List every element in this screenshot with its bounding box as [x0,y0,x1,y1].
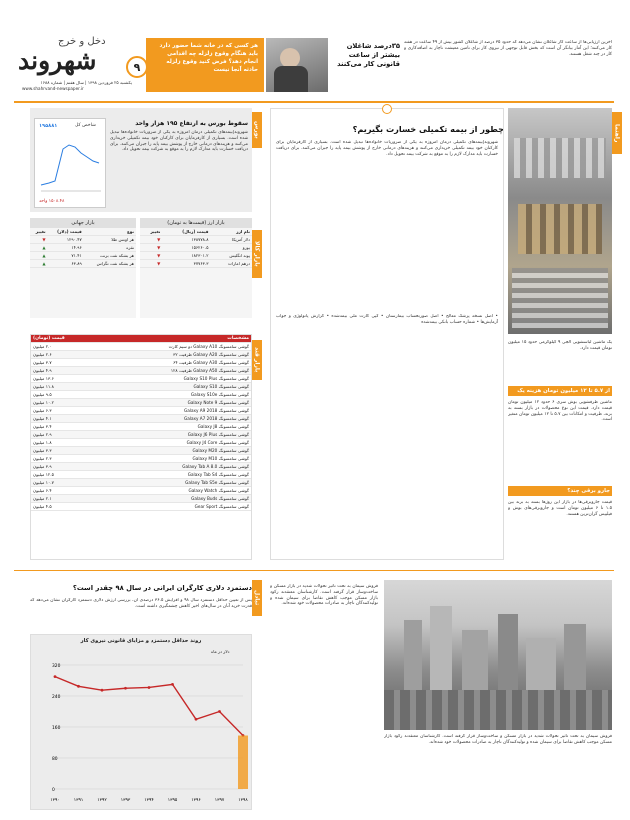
market-exchange-cell: درهم امارات [210,260,252,268]
price-row [31,343,251,351]
market-exchange-cell: ۳۷۷۶۳.۳ [162,260,210,268]
market-exchange-block [140,218,252,318]
price-row [31,391,251,399]
tab-bourse[interactable]: بورس [252,112,262,148]
price-value-cell: ۹.۵ میلیون [31,391,96,399]
price-value-cell: ۳.۳ میلیون [31,447,96,455]
wage-chart [31,657,253,809]
price-value-cell: ۳.۷ میلیون [31,359,96,367]
chart-point [218,710,221,713]
chart-article-body: پس از تعیین حداقل دستمزد سال ۹۸ و افزایش ۳۶.۵ درصدی آن، بررسی ارزش دلاری دستمزد کارگران نشان می‌دهد که قدرت خرید آنان در سال‌های اخیر کاهش چشمگیری داشته است. [30,598,252,609]
market-exchange-title: بازار ارز (قیمت‌ها به تومان) [140,218,252,228]
main-article-body: شهروند|بیمه‌های تکمیلی درمان امروزه به یکی از ضروریات خانواده‌ها تبدیل شده است. بسیاری از کارفرمایان برای کارکنان خود بیمه تکمیلی خریداری می‌کنند و هزینه‌های درمانی خارج از پوشش بیمه پایه را جبران می‌کنند. برای دریافت خسارت باید مدارک لازم را به موقع به شرکت بیمه تحویل داد. [276,140,498,157]
chart-y-tick: 240 [52,695,61,700]
chart-x-tick: ۱۳۹۱ [73,798,84,803]
chart-x-tick: ۱۳۹۲ [97,798,107,803]
market-global-cell: هر بشکه نفت برنت [84,252,136,260]
price-value-cell: ۲.۰ میلیون [31,343,96,351]
market-exchange-cell: ▼ [140,260,162,268]
market-exchange-header: نام ارز [210,228,252,236]
market-exchange-cell: یورو [210,244,252,252]
price-value-cell: ۱۰.۲ میلیون [31,399,96,407]
price-spec-cell: گوشی سامسونگ Galaxy S10 Plus [96,375,251,383]
price-spec-cell: گوشی سامسونگ Galaxy A10 دو سیم کارت [96,343,251,351]
price-value-cell: ۳.۹ میلیون [31,463,96,471]
top-rule [14,101,614,103]
price-spec-cell: گوشی سامسونگ Gear Sport [96,503,251,511]
bourse-change-label: ۱۵۰۸.۴۸ واحد [39,199,65,204]
market-global-cell: ۶۳.۸۹ [48,260,84,268]
price-value-cell: ۳.۴ میلیون [31,423,96,431]
market-exchange-row [140,260,252,268]
price-spec-cell: گوشی سامسونگ Galaxy Note 9 [96,399,251,407]
right-body-2: قیمت جاروبرقی‌ها در بازار این روزها بسته به برند بین ۱.۵ تا ۶ میلیون تومان است و جاروبرقی‌های بوش و فیلیپس گران‌ترین هستند. [508,500,612,517]
bottom-right-body: فروش سیمان به تحت تاثیر تحولات شدید در بازار مسکن و ساخت‌وساز قرار گرفته است. کارشناسان معتقدند رکود بازار مسکن موجب کاهش تقاضا برای سیمان شده و تولیدکنندگان ناچار به صادرات محصولات خود شده‌اند. [384,734,612,745]
market-global-table [30,228,136,268]
masthead-logo-block [18,36,132,92]
price-spec-cell: گوشی سامسونگ Galaxy A50 ظرفیت ۱۲۸ [96,367,251,375]
price-value-cell: ۶.۴ میلیون [31,487,96,495]
price-row [31,399,251,407]
tab-tabadol[interactable]: تبادل [252,580,262,616]
bourse-value-label: ۱۹۵۸۸۱ [39,123,58,129]
market-exchange-cell: ▼ [140,244,162,252]
chart-point [195,718,198,721]
market-global-cell: ▲ [30,260,48,268]
market-global-row [30,260,136,268]
right-photo-column [508,108,612,334]
bourse-block [30,108,252,212]
top-story-headline: ۳۵درصد شاغلان بیشتر از ساعت قانونی کار می‌کنند [337,42,400,68]
market-global-row [30,252,136,260]
price-spec-cell: گوشی سامسونگ Galaxy Tab S5e [96,479,251,487]
price-value-cell: ۱۱.۸ میلیون [31,383,96,391]
chart-x-tick: ۱۳۹۳ [120,798,131,803]
price-col-spec: مشخصات [96,335,251,343]
market-exchange-cell: دلار آمریکا [210,236,252,244]
chart-title: روند حداقل دستمزد و مزایای قانونی نیروی کار [80,638,202,644]
price-spec-cell: گوشی سامسونگ Galaxy Tab A 8.0 [96,463,251,471]
price-spec-cell: گوشی سامسونگ Galaxy Watch [96,487,251,495]
chart-y-tick: 0 [52,788,55,793]
chart-x-tick: ۱۳۹۰ [50,798,60,803]
main-article-title: چطور از بیمه تکمیلی خسارت بگیریم؟ [352,124,504,134]
market-exchange-cell: ▼ [140,252,162,260]
price-value-cell: ۲.۹ میلیون [31,431,96,439]
price-col-price: قیمت (تومان) [31,335,96,343]
price-row [31,423,251,431]
promo-text: هر کسی که در خانه شما حضور دارد باید هنگام وقوع زلزله چه اقدامی انجام دهد؟ فرض کنید وقوع زلزله حادثه آنجا نیست [159,43,258,73]
market-global-block [30,218,136,318]
chart-x-tick: ۱۳۹۶ [191,798,201,803]
price-spec-cell: گوشی سامسونگ Galaxy M20 [96,447,251,455]
bourse-body: شهروند|بیمه‌های تکمیلی درمان امروزه به یکی از ضروریات خانواده‌ها تبدیل شده است. بسیاری از کارفرمایان برای کارکنان خود بیمه تکمیلی خریداری می‌کنند و هزینه‌های درمانی خارج از پوشش بیمه پایه را جبران می‌کنند. برای دریافت خسارت باید مدارک لازم را به موقع به شرکت بیمه تحویل داد. [110,130,248,153]
right-body-1: ماشین ظرفشویی بوش سری ۶ حدود ۱۲ میلیون تومان قیمت دارد. قیمت این نوع محصولات در بازار بسته به برند، ظرفیت و امکانات بین ۵.۷ تا ۱۲ میلیون تومان متغیر است. [508,400,612,423]
price-row [31,495,251,503]
price-row [31,351,251,359]
main-article-emblem [382,104,392,114]
city-photo [384,580,612,730]
price-row [31,479,251,487]
price-spec-cell: گوشی سامسونگ Galaxy A9 2018 [96,407,251,415]
chart-y-tick: 160 [52,726,61,731]
price-spec-cell: گوشی سامسونگ Galaxy Buds [96,495,251,503]
price-spec-cell: گوشی سامسونگ Galaxy M10 [96,455,251,463]
market-global-cell: ▼ [30,236,48,244]
price-value-cell: ۱۲.۵ میلیون [31,471,96,479]
price-row [31,447,251,455]
market-global-header: نوع [84,228,136,236]
price-table-block [30,334,252,560]
price-spec-cell: گوشی سامسونگ Galaxy A20 ظرفیت ۳۲ [96,351,251,359]
top-story-body: آخرین ارزیابی‌ها از ساعت کار شاغلان نشان می‌دهد که حدود ۳۵ درصد از شاغلان کشور بیش از ۴۹ ساعت در هفته کار می‌کنند؛ این آمار بیانگر آن است که بخش قابل توجهی از نیروی کار برای تامین معیشت ناچار به اضافه‌کاری و کار در چند شغل هستند. [404,40,612,57]
chart-point [54,675,57,678]
price-value-cell: ۲.۳ میلیون [31,455,96,463]
chart-x-tick: ۱۳۹۴ [144,798,154,803]
right-caption-top: یک ماشین لباسشویی الجی ۹ کیلوگرمی حدود ۱۵ میلیون تومان قیمت دارد. [508,340,612,351]
market-exchange-header: تغییر [140,228,162,236]
price-spec-cell: گوشی سامسونگ Galaxy A7 2018 [96,415,251,423]
right-subhead-2: جارو برقی چند؟ [508,486,612,496]
price-row [31,463,251,471]
page-number-badge: ۹ [126,56,148,78]
chart-x-tick: ۱۳۹۵ [167,798,178,803]
market-global-row [30,236,136,244]
main-article-list: • اصل نسخه پزشک معالج • اصل صورتحساب بیمارستان • کپی کارت ملی بیمه‌شده • گزارش پاتولوژی و جواب آزمایش‌ها • شماره حساب بانکی بیمه‌شده [276,314,498,325]
tab-bazar-kala[interactable]: بازار کالا [252,230,262,278]
price-value-cell: ۴.۹ میلیون [31,367,96,375]
price-row [31,503,251,511]
market-global-cell: نقره [84,244,136,252]
price-value-cell: ۱.۸ میلیون [31,439,96,447]
chart-series-line [55,677,243,736]
market-global-row [30,244,136,252]
promo-box [146,38,264,92]
price-value-cell: ۴.۵ میلیون [31,503,96,511]
price-value-cell: ۴.۱ میلیون [31,415,96,423]
price-row [31,471,251,479]
market-exchange-row [140,236,252,244]
price-row [31,415,251,423]
bourse-title: سقوط بورس به ارتفاع ۱۹۵ هزار واحد [135,120,248,127]
price-row [31,407,251,415]
price-spec-cell: گوشی سامسونگ Galaxy S10e [96,391,251,399]
price-value-cell: ۱۰.۷ میلیون [31,479,96,487]
chart-x-tick: ۱۳۹۸ [238,798,248,803]
chart-point [171,683,174,686]
market-global-cell: ۱۴.۹۶ [48,244,84,252]
price-row [31,359,251,367]
market-global-cell: ▲ [30,252,48,260]
market-exchange-table [140,228,252,268]
market-exchange-header: قیمت (ریال) [162,228,210,236]
market-exchange-cell: ۱۸۲۳۰۱.۲ [162,252,210,260]
market-exchange-row [140,244,252,252]
section-title: دخل و خرج [58,36,106,47]
bourse-index-label: شاخص کل [75,123,96,128]
date-line: یکشنبه ۲۵ فروردین ۱۳۹۸ | سال هفتم | شماره ۱۶۸۸ [40,80,132,85]
market-global-header: قیمت (دلار) [48,228,84,236]
price-value-cell: ۱۳.۶ میلیون [31,375,96,383]
chart-highlight-bar [238,736,248,789]
price-spec-cell: گوشی سامسونگ Galaxy J4 Core [96,439,251,447]
price-value-cell: ۲.۶ میلیون [31,351,96,359]
market-exchange-row [140,252,252,260]
logo: شهروند [18,46,97,75]
price-row [31,375,251,383]
market-global-cell: هر بشکه نفت تگزاس [84,260,136,268]
market-global-cell: ▲ [30,244,48,252]
bottom-mid-body: فروش سیمان به تحت تاثیر تحولات شدید در بازار مسکن و ساخت‌وساز قرار گرفته است. کارشناسان معتقدند رکود بازار مسکن موجب کاهش تقاضا برای سیمان شده و تولیدکنندگان ناچار به صادرات محصولات خود شده‌اند. [270,584,378,607]
price-value-cell: ۲.۱ میلیون [31,495,96,503]
tab-bazar-ghand[interactable]: بازار قند [252,340,262,380]
top-story-photo [266,38,328,92]
chart-point [101,689,104,692]
price-spec-cell: گوشی سامسونگ Galaxy Tab S4 [96,471,251,479]
market-exchange-cell: پوند انگلیس [210,252,252,260]
chart-article-title: دستمزد دلاری کارگران ایرانی در سال ۹۸ چقدر است؟ [72,584,252,592]
market-global-cell: ۷۱.۴۱ [48,252,84,260]
price-spec-cell: گوشی سامسونگ Galaxy J6 Plus [96,431,251,439]
price-row [31,431,251,439]
market-global-header: تغییر [30,228,48,236]
chart-y-tick: 80 [52,757,58,762]
price-row [31,455,251,463]
chart-y-tick: 320 [52,664,61,669]
price-spec-cell: گوشی سامسونگ Galaxy S10 [96,383,251,391]
price-spec-cell: گوشی سامسونگ Galaxy A30 ظرفیت ۶۴ [96,359,251,367]
chart-point [77,685,80,688]
price-row [31,439,251,447]
chart-point [148,686,151,689]
price-row [31,487,251,495]
market-exchange-cell: ۱۵۶۲۶۰.۵ [162,244,210,252]
price-row [31,367,251,375]
price-table [31,335,251,511]
market-global-cell: ۱۲۹۰.۴۷ [48,236,84,244]
price-value-cell: ۶.۳ میلیون [31,407,96,415]
chart-x-tick: ۱۳۹۷ [214,798,225,803]
tab-rahnama[interactable]: راهنما [612,112,622,154]
market-global-title: بازار جهانی [30,218,136,228]
price-spec-cell: گوشی سامسونگ Galaxy J8 [96,423,251,431]
market-exchange-cell: ۱۳۸۷۷۸.۸ [162,236,210,244]
market-exchange-cell: ▼ [140,236,162,244]
market-global-cell: هر اونس طلا [84,236,136,244]
website[interactable]: www.shahrvand-newspaper.ir [22,86,84,91]
bourse-mini-chart [39,135,103,195]
chart-ylabel: دلار در ماه [211,649,230,654]
middle-rule [14,570,614,571]
price-row [31,383,251,391]
chart-point [124,687,127,690]
right-subhead-1: از ۵.۷ تا ۱۲ میلیون تومان هزینه یک [508,386,612,396]
chart-box [30,634,252,810]
bourse-chart-card [34,118,106,208]
header-area [0,0,630,94]
